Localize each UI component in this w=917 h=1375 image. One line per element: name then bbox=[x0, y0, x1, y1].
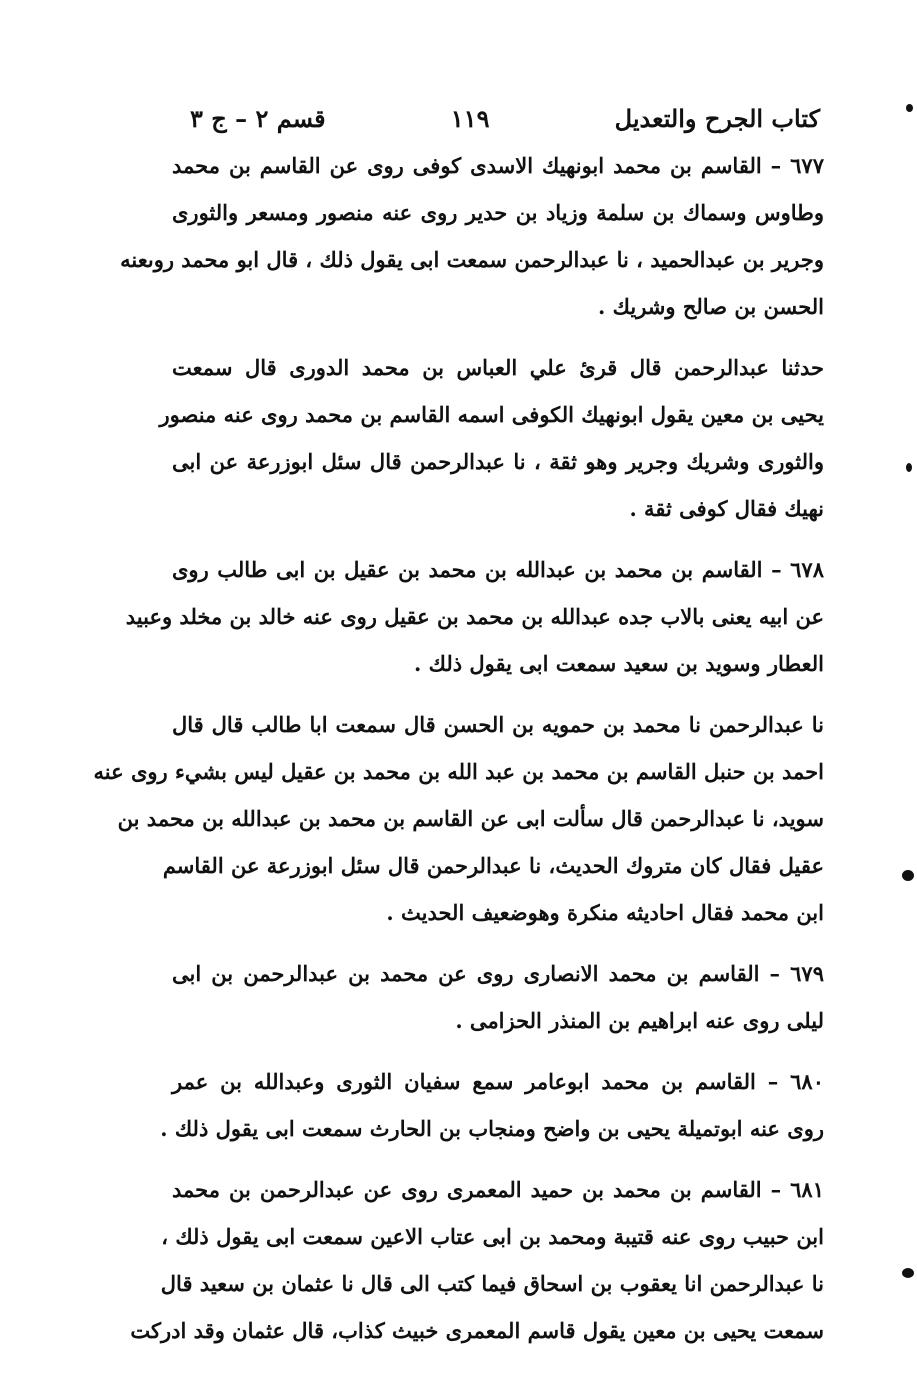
entry-679 bbox=[172, 950, 824, 1044]
text-line: روى عنه ابوتميلة يحيى بن واضح ومنجاب بن الحارث سمعت ابى يقول ذلك . bbox=[160, 1116, 824, 1141]
entry-677 bbox=[120, 142, 824, 330]
entry-680 bbox=[160, 1058, 824, 1152]
page-header bbox=[190, 98, 820, 138]
entry-681 bbox=[130, 1166, 824, 1354]
text-line: نا عبدالرحمن نا محمد بن حمويه بن الحسن قال سمعت ابا طالب قال قال bbox=[172, 712, 824, 737]
text-line: نهيك فقال كوفى ثقة . bbox=[629, 496, 824, 521]
paragraph-677-comment bbox=[159, 344, 824, 532]
text-line: الحسن بن صالح وشريك . bbox=[598, 294, 824, 319]
text-line: سويد، نا عبدالرحمن قال سألت ابى عن القاسم بن محمد بن عبدالله بن محمد بن bbox=[117, 806, 824, 831]
text-line: سمعت يحيى بن معين يقول قاسم المعمرى خبيث كذاب، قال عثمان وقد ادركت bbox=[130, 1318, 824, 1343]
running-title: كتاب الجرح والتعديل bbox=[614, 103, 820, 133]
text-line: ٦٨٠ – القاسم بن محمد ابوعامر سمع سفيان الثورى وعبدالله بن عمر bbox=[172, 1069, 824, 1094]
scan-speck bbox=[902, 1268, 914, 1278]
scan-speck bbox=[906, 463, 912, 472]
text-line: ابن محمد فقال احاديثه منكرة وهوضعيف الحديث . bbox=[386, 900, 824, 925]
text-line: وطاوس وسماك بن سلمة وزياد بن حدير روى عنه منصور ومسعر والثورى bbox=[172, 200, 824, 225]
page-number: ١١٩ bbox=[450, 103, 490, 133]
text-line: والثورى وشريك وجرير وهو ثقة ، نا عبدالرحمن قال سئل ابوزرعة عن ابى bbox=[172, 449, 824, 474]
text-line: نا عبدالرحمن انا يعقوب بن اسحاق فيما كتب الى قال نا عثمان بن سعيد قال bbox=[160, 1271, 824, 1296]
text-line: ٦٧٧ – القاسم بن محمد ابونهيك الاسدى كوفى روى عن القاسم بن محمد bbox=[172, 153, 824, 178]
section-label: قسم ٢ – ج ٣ bbox=[190, 103, 326, 133]
text-line: عقيل فقال كان متروك الحديث، نا عبدالرحمن قال سئل ابوزرعة عن القاسم bbox=[162, 853, 824, 878]
text-line: وجرير بن عبدالحميد ، نا عبدالرحمن سمعت ابى يقول ذلك ، قال ابو محمد روىعنه bbox=[120, 247, 824, 272]
scan-speck bbox=[902, 870, 914, 881]
text-line: ٦٧٨ – القاسم بن محمد بن عبدالله بن محمد بن عقيل بن ابى طالب روى bbox=[172, 557, 824, 582]
paragraph-678-comment bbox=[93, 701, 824, 936]
text-line: احمد بن حنبل القاسم بن محمد بن عبد الله بن محمد بن عقيل ليس بشيء روى عنه bbox=[93, 759, 824, 784]
text-line: ليلى روى عنه ابراهيم بن المنذر الحزامى . bbox=[455, 1008, 824, 1033]
text-line: يحيى بن معين يقول ابونهيك الكوفى اسمه القاسم بن محمد روى عنه منصور bbox=[159, 402, 824, 427]
text-line: ٦٨١ – القاسم بن محمد بن حميد المعمرى روى عن عبدالرحمن بن محمد bbox=[172, 1177, 824, 1202]
entry-678 bbox=[125, 546, 824, 687]
text-line: ابن حبيب روى عنه قتيبة ومحمد بن ابى عتاب الاعين سمعت ابى يقول ذلك ، bbox=[161, 1224, 824, 1249]
text-line: ٦٧٩ – القاسم بن محمد الانصارى روى عن محمد بن عبدالرحمن بن ابى bbox=[172, 961, 824, 986]
scan-speck bbox=[906, 104, 913, 112]
text-line: حدثنا عبدالرحمن قال قرئ علي العباس بن محمد الدورى قال سمعت bbox=[172, 355, 824, 380]
body-text bbox=[93, 142, 824, 1368]
text-line: عن ابيه يعنى بالاب جده عبدالله بن محمد بن عقيل روى عنه خالد بن مخلد وعبيد bbox=[125, 604, 824, 629]
text-line: العطار وسويد بن سعيد سمعت ابى يقول ذلك . bbox=[414, 651, 824, 676]
